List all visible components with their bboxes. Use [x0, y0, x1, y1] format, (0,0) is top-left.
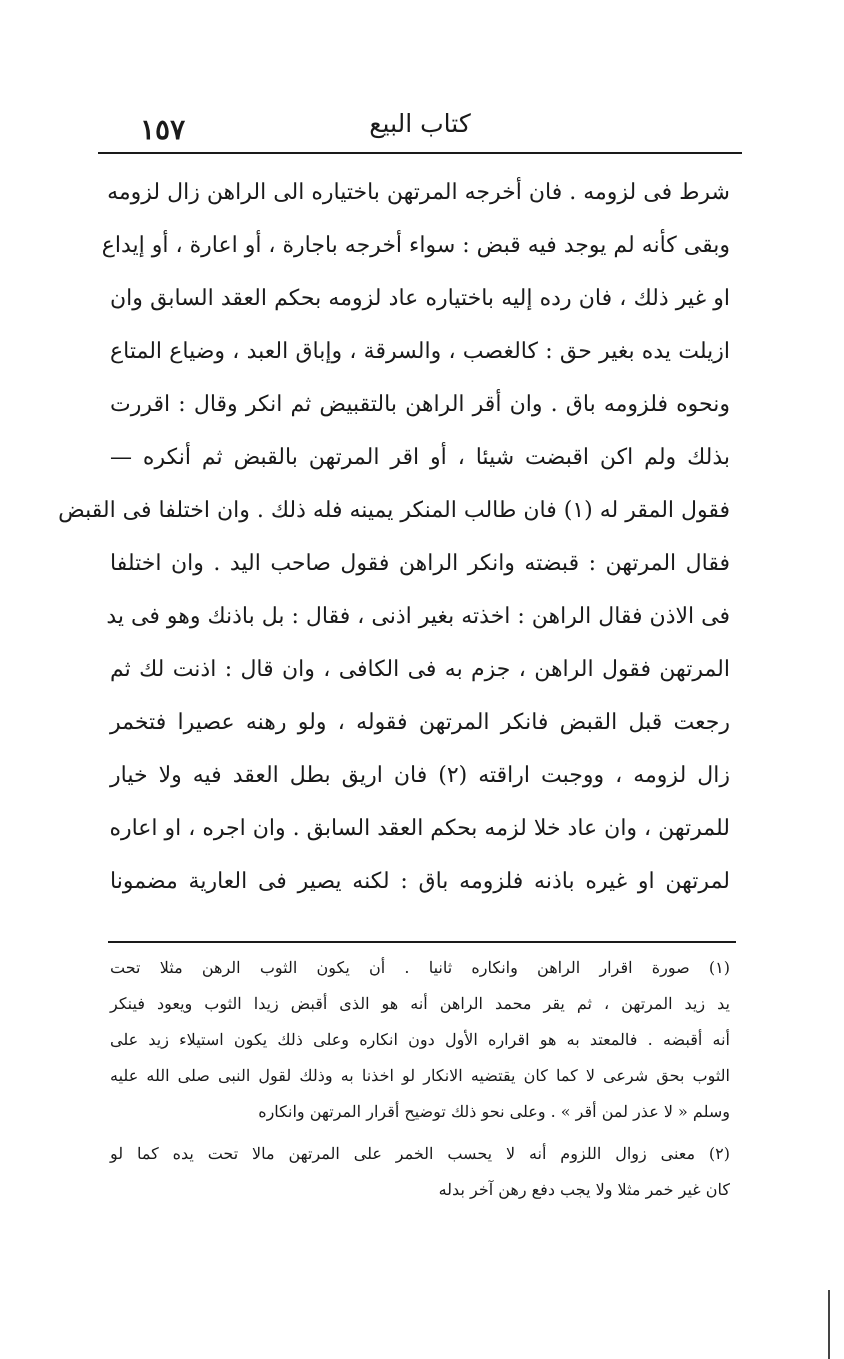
footnote-line: كان غير خمر مثلا ولا يجب دفع رهن آخر بدله — [438, 1180, 730, 1199]
footnote-line: الثوب بحق شرعى لا كما كان يقتضيه الانكار لو اخذنا به وذلك لقول النبى صلى الله عليه — [110, 1066, 730, 1085]
footnote-2 — [110, 1136, 730, 1208]
text-line: وبقى كأنه لم يوجد فيه قبض : سواء أخرجه باجارة ، أو اعارة ، أو إيداع — [101, 233, 730, 258]
text-line: للمرتهن ، وان عاد خلا لزمه بحكم العقد السابق . وان اجره ، او اعاره — [109, 816, 730, 841]
footnote-line: وسلم « لا عذر لمن أقر » . وعلى نحو ذلك توضيح أقرار المرتهن وانكاره — [258, 1102, 730, 1121]
text-line: بذلك ولم اكن اقبضت شيئا ، أو اقر المرتهن بالقبض ثم أنكره — — [110, 445, 730, 470]
text-line: زال لزومه ، ووجبت اراقته (٢) فان اريق بطل العقد فيه ولا خيار — [110, 763, 730, 788]
running-title: كتاب البيع — [369, 109, 471, 138]
text-line: ونحوه فلزومه باق . وان أقر الراهن بالتقبيض ثم انكر وقال : اقررت — [110, 392, 730, 417]
footnote-1 — [110, 950, 730, 1130]
footnote-line: يد زيد المرتهن ، ثم يقر محمد الراهن أنه هو الذى أقبض زيدا الثوب ويعود فينكر — [110, 994, 730, 1013]
text-line: فى الاذن فقال الراهن : اخذته بغير اذنى ، فقال : بل باذنك وهو فى يد — [106, 604, 730, 629]
text-line: رجعت قبل القبض فانكر المرتهن فقوله ، ولو رهنه عصيرا فتخمر — [110, 710, 730, 735]
text-line: لمرتهن او غيره باذنه فلزومه باق : لكنه يصير فى العارية مضمونا — [110, 869, 730, 894]
text-line: او غير ذلك ، فان رده إليه باختياره عاد لزومه بحكم العقد السابق وان — [110, 286, 730, 311]
text-line: المرتهن فقول الراهن ، جزم به فى الكافى ، وان قال : اذنت لك ثم — [110, 657, 730, 682]
page-edge-mark — [828, 1290, 830, 1359]
footnotes — [110, 950, 730, 1208]
text-line: ازيلت يده بغير حق : كالغصب ، والسرقة ، وإباق العبد ، وضياع المتاع — [110, 339, 730, 364]
footnote-line: (٢) معنى زوال اللزوم أنه لا يحسب الخمر على المرتهن مالا تحت يده كما لو — [110, 1144, 730, 1163]
text-line: فقول المقر له (١) فان طالب المنكر يمينه فله ذلك . وان اختلفا فى القبض — [58, 498, 730, 523]
text-line: شرط فى لزومه . فان أخرجه المرتهن باختياره الى الراهن زال لزومه — [107, 180, 730, 205]
text-line: فقال المرتهن : قبضته وانكر الراهن فقول صاحب اليد . وان اختلفا — [110, 551, 730, 576]
header-rule — [98, 152, 742, 154]
main-text — [58, 166, 730, 908]
page-header — [100, 104, 740, 148]
footnote-line: (١) صورة اقرار الراهن وانكاره ثانيا . أن يكون الثوب الرهن مثلا تحت — [110, 958, 730, 977]
footnote-rule — [108, 941, 736, 943]
footnote-line: أنه أقبضه . فالمعتد به هو اقراره الأول دون انكاره وعلى ذلك يكون استيلاء زيد على — [110, 1030, 730, 1049]
page-number: ١٥٧ — [140, 113, 186, 146]
